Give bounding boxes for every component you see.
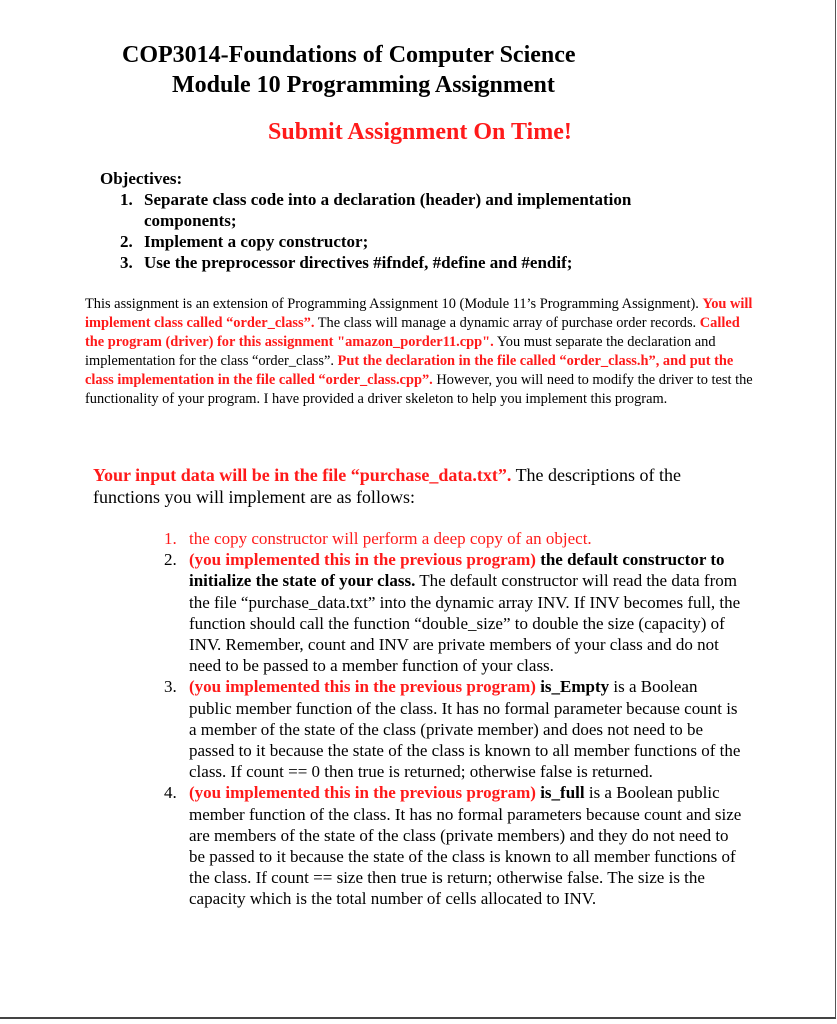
- intro-text: However, you will need to modify the driver to test the functionality of your program. I have provided a driver skeleton to help you implement this program.: [85, 372, 753, 407]
- function-item: [164, 549, 744, 676]
- previous-program-note: (you implemented this in the previous program): [189, 677, 536, 697]
- function-number: 1.: [164, 529, 177, 548]
- function-name: is_full: [535, 783, 585, 803]
- function-name: is_Empty: [535, 677, 610, 697]
- objectives-section: [100, 168, 720, 273]
- course-title: COP3014-Foundations of Computer Science: [122, 42, 576, 68]
- objective-number: 2.: [120, 232, 133, 251]
- objective-item: [100, 189, 720, 231]
- function-number: 3.: [164, 677, 177, 697]
- intro-paragraph: [85, 295, 755, 409]
- function-list: [164, 528, 744, 910]
- function-text: The default constructor will read the data from the file “purchase_data.txt” into the dynamic array INV. If INV becomes full, the function should call the function “double_size” to double the size (capacity) of INV. Remember, count and INV are private members of your class and do not need to be passed to a member function of your class.: [189, 571, 741, 676]
- function-item: [164, 782, 744, 909]
- function-text: is a Boolean public member function of the class. It has no formal parameters because count and size are members of the state of the class (private members) and they do not need to be passed to it because the state of the class is known to all member functions of the class. If count == size then true is return; otherwise false. The size is the capacity which is the total number of cells allocated to INV.: [189, 783, 742, 909]
- objectives-list: [100, 189, 720, 273]
- objective-text: Separate class code into a declaration (header) and implementation components;: [144, 190, 632, 230]
- intro-driver-name: Called the program (driver) for this assignment "amazon_porder11.cpp".: [85, 315, 740, 350]
- function-number: 2.: [164, 550, 177, 570]
- function-name: the default constructor to initialize the state of your class.: [189, 550, 725, 591]
- previous-program-note: (you implemented this in the previous program): [189, 550, 536, 570]
- input-data-text: The descriptions of the functions you will implement are as follows:: [93, 465, 682, 507]
- function-item: [164, 528, 744, 549]
- function-text: the copy constructor will perform a deep copy of an object.: [189, 529, 592, 548]
- input-data-file: Your input data will be in the file “purchase_data.txt”.: [93, 465, 512, 485]
- input-data-paragraph: [93, 464, 733, 508]
- intro-text: The class will manage a dynamic array of purchase order records.: [314, 315, 700, 331]
- assignment-title: Module 10 Programming Assignment: [172, 72, 555, 98]
- intro-text: This assignment is an extension of Programming Assignment 10 (Module 11’s Programming Assignment).: [85, 296, 703, 312]
- objective-item: [100, 231, 720, 252]
- objective-text: Implement a copy constructor;: [144, 232, 369, 251]
- objective-text: Use the preprocessor directives #ifndef, #define and #endif;: [144, 253, 573, 272]
- function-number: 4.: [164, 783, 177, 803]
- intro-file-names: Put the declaration in the file called “order_class.h”, and put the class implementation in the file called “order_class.cpp”.: [85, 353, 734, 388]
- function-item: [164, 676, 744, 782]
- function-text: is a Boolean public member function of the class. It has no formal parameter because count is a member of the state of the class (private member) and does not need to be passed to it because the state of the class is known to all member functions of the class. If count == 0 then true is returned; otherwise false is returned.: [189, 677, 741, 782]
- objective-number: 1.: [120, 190, 133, 209]
- objectives-heading: Objectives:: [100, 169, 183, 188]
- submit-notice: Submit Assignment On Time!: [268, 119, 572, 145]
- intro-text: You must separate the declaration and implementation for the class “order_class”.: [85, 334, 716, 369]
- previous-program-note: (you implemented this in the previous program): [189, 783, 536, 803]
- intro-class-name: You will implement class called “order_class”.: [85, 296, 753, 331]
- objective-number: 3.: [120, 253, 133, 272]
- objective-item: [100, 252, 720, 273]
